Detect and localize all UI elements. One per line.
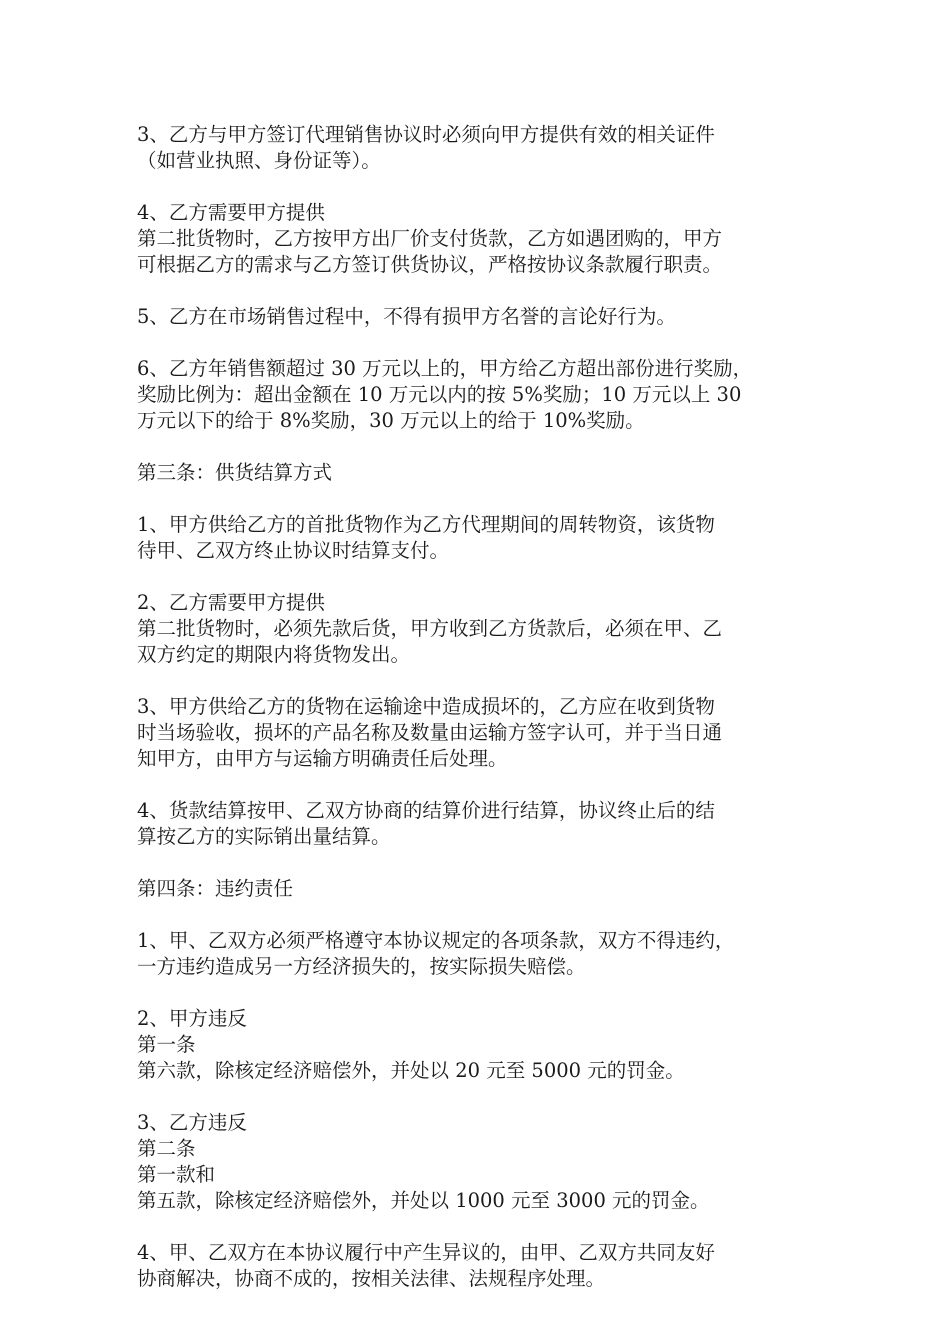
paragraph bbox=[137, 460, 827, 486]
text-line: 一方违约造成另一方经济损失的，按实际损失赔偿。 bbox=[137, 955, 586, 978]
text-line: 可根据乙方的需求与乙方签订供货协议，严格按协议条款履行职责。 bbox=[137, 253, 723, 276]
text-line: 4、甲、乙双方在本协议履行中产生异议的，由甲、乙双方共同友好 bbox=[137, 1241, 715, 1264]
paragraph bbox=[137, 1240, 827, 1292]
paragraph bbox=[137, 798, 827, 850]
text-line: 双方约定的期限内将货物发出。 bbox=[137, 643, 411, 666]
text-line: 奖励比例为：超出金额在 10 万元以内的按 5%奖励；10 万元以上 30 bbox=[137, 383, 742, 406]
paragraph bbox=[137, 512, 827, 564]
text-line: 第四条：违约责任 bbox=[137, 877, 294, 900]
document-body bbox=[137, 122, 827, 1318]
text-line: 3、甲方供给乙方的货物在运输途中造成损坏的，乙方应在收到货物 bbox=[137, 695, 715, 718]
text-line: 第五款，除核定经济赔偿外，并处以 1000 元至 3000 元的罚金。 bbox=[137, 1189, 710, 1212]
text-line: 2、甲方违反 bbox=[137, 1007, 247, 1030]
paragraph bbox=[137, 1110, 827, 1214]
text-line: 1、甲、乙双方必须严格遵守本协议规定的各项条款，双方不得违约， bbox=[137, 929, 735, 952]
paragraph bbox=[137, 694, 827, 772]
paragraph bbox=[137, 928, 827, 980]
text-line: 算按乙方的实际销出量结算。 bbox=[137, 825, 391, 848]
text-line: 3、乙方与甲方签订代理销售协议时必须向甲方提供有效的相关证件 bbox=[137, 123, 715, 146]
text-line: 待甲、乙双方终止协议时结算支付。 bbox=[137, 539, 450, 562]
text-line: 第二批货物时，乙方按甲方出厂价支付货款，乙方如遇团购的，甲方 bbox=[137, 227, 723, 250]
text-line: 第一款和 bbox=[137, 1163, 216, 1186]
text-line: 4、货款结算按甲、乙双方协商的结算价进行结算，协议终止后的结 bbox=[137, 799, 715, 822]
text-line: 知甲方，由甲方与运输方明确责任后处理。 bbox=[137, 747, 508, 770]
text-line: 2、乙方需要甲方提供 bbox=[137, 591, 325, 614]
paragraph bbox=[137, 122, 827, 174]
text-line: 第三条：供货结算方式 bbox=[137, 461, 333, 484]
text-line: 第六款，除核定经济赔偿外，并处以 20 元至 5000 元的罚金。 bbox=[137, 1059, 685, 1082]
text-line: 第一条 bbox=[137, 1033, 196, 1056]
text-line: 1、甲方供给乙方的首批货物作为乙方代理期间的周转物资，该货物 bbox=[137, 513, 715, 536]
paragraph bbox=[137, 200, 827, 278]
text-line: 5、乙方在市场销售过程中，不得有损甲方名誉的言论好行为。 bbox=[137, 305, 676, 328]
paragraph bbox=[137, 1006, 827, 1084]
paragraph bbox=[137, 356, 827, 434]
text-line: 第二条 bbox=[137, 1137, 196, 1160]
text-line: 第二批货物时，必须先款后货，甲方收到乙方货款后，必须在甲、乙 bbox=[137, 617, 723, 640]
paragraph bbox=[137, 876, 827, 902]
text-line: 万元以下的给于 8%奖励，30 万元以上的给于 10%奖励。 bbox=[137, 409, 645, 432]
paragraph bbox=[137, 590, 827, 668]
text-line: 协商解决，协商不成的，按相关法律、法规程序处理。 bbox=[137, 1267, 606, 1290]
text-line: 4、乙方需要甲方提供 bbox=[137, 201, 325, 224]
text-line: 3、乙方违反 bbox=[137, 1111, 247, 1134]
text-line: （如营业执照、身份证等）。 bbox=[137, 149, 381, 172]
text-line: 时当场验收，损坏的产品名称及数量由运输方签字认可，并于当日通 bbox=[137, 721, 723, 744]
paragraph bbox=[137, 304, 827, 330]
text-line: 6、乙方年销售额超过 30 万元以上的，甲方给乙方超出部份进行奖励， bbox=[137, 357, 753, 380]
